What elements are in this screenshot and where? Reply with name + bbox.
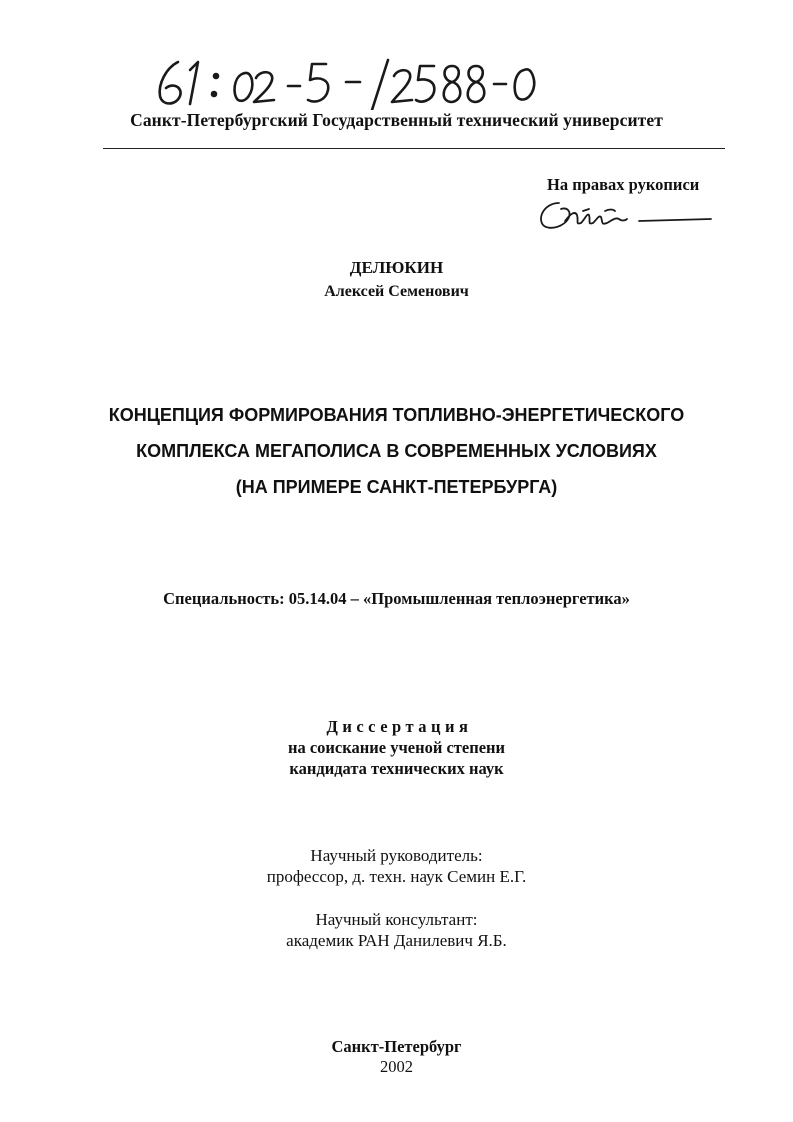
manuscript-note: На правах рукописи (547, 175, 700, 194)
title-line: (НА ПРИМЕРЕ САНКТ-ПЕТЕРБУРГА) (235, 477, 558, 497)
specialty: Специальность: 05.14.04 – «Промышленная теплоэнергетика» (163, 589, 630, 608)
title-line: КОНЦЕПЦИЯ ФОРМИРОВАНИЯ ТОПЛИВНО-ЭНЕРГЕТИЧЕСКОГО (108, 405, 685, 425)
signature (535, 193, 715, 235)
header-divider (103, 148, 725, 149)
degree-purpose-line: кандидата технических наук (289, 759, 504, 778)
degree-purpose-line: на соискание ученой степени (287, 738, 506, 757)
dissertation-kind: Диссертация (326, 717, 473, 736)
consultant-name: академик РАН Данилевич Я.Б. (286, 931, 507, 950)
supervisor-block (0, 845, 793, 887)
title-line: КОМПЛЕКСА МЕГАПОЛИСА В СОВРЕМЕННЫХ УСЛОВИЯХ (136, 441, 657, 461)
university-name: Санкт-Петербургский Государственный технический университет (130, 110, 663, 130)
dissertation-type (0, 716, 793, 779)
consultant-block (0, 909, 793, 951)
consultant-label: Научный консультант: (315, 910, 478, 929)
supervisor-name: профессор, д. техн. наук Семин Е.Г. (266, 867, 527, 886)
supervisor-label: Научный руководитель: (310, 846, 483, 865)
year: 2002 (380, 1057, 413, 1076)
author-surname: ДЕЛЮКИН (349, 258, 444, 277)
place-and-year (0, 1037, 793, 1077)
author-given-names: Алексей Семенович (324, 283, 469, 300)
dissertation-title (0, 397, 793, 505)
city: Санкт-Петербург (331, 1037, 462, 1056)
handwritten-registry-code (150, 52, 550, 110)
